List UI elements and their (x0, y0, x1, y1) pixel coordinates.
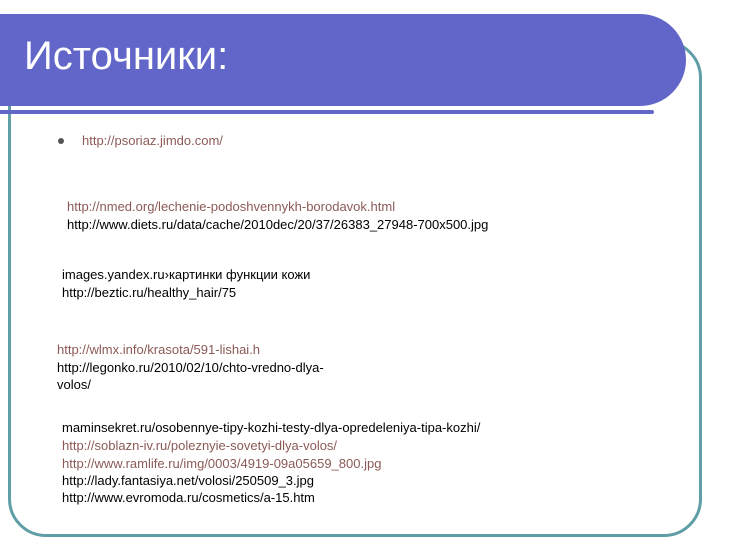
source-text-legonko: http://legonko.ru/2010/02/10/chto-vredno-dlya- (57, 360, 324, 375)
source-text-legonko-cont: volos/ (57, 377, 91, 392)
slide-title: Источники: (24, 34, 229, 78)
source-link-ramlife[interactable]: http://www.ramlife.ru/img/0003/4919-09a05659_800.jpg (62, 456, 382, 471)
bullet-icon (58, 138, 64, 144)
source-text-beztic: http://beztic.ru/healthy_hair/75 (62, 285, 237, 300)
source-text-maminsekret: maminsekret.ru/osobennye-tipy-kozhi-testy-dlya-opredeleniya-tipa-kozhi/ (62, 420, 481, 435)
source-text-evromoda: http://www.evromoda.ru/cosmetics/a-15.htm (62, 490, 315, 505)
source-text-diets: http://www.diets.ru/data/cache/2010dec/20/37/26383_27948-700x500.jpg (67, 217, 489, 232)
source-text-yandex: images.yandex.ru›картинки функции кожи (62, 267, 311, 282)
source-link-wlmx[interactable]: http://wlmx.info/krasota/591-lishai.h (57, 342, 261, 357)
source-link-psoriaz[interactable]: http://psoriaz.jimdo.com/ (82, 133, 223, 148)
source-link-nmed[interactable]: http://nmed.org/lechenie-podoshvennykh-borodavok.html (67, 199, 396, 214)
bullet-item (58, 130, 223, 152)
source-link-soblazn[interactable]: http://soblazn-iv.ru/poleznyie-sovetyi-dlya-volos/ (62, 438, 338, 453)
source-text-lady: http://lady.fantasiya.net/volosi/250509_3.jpg (62, 473, 314, 488)
